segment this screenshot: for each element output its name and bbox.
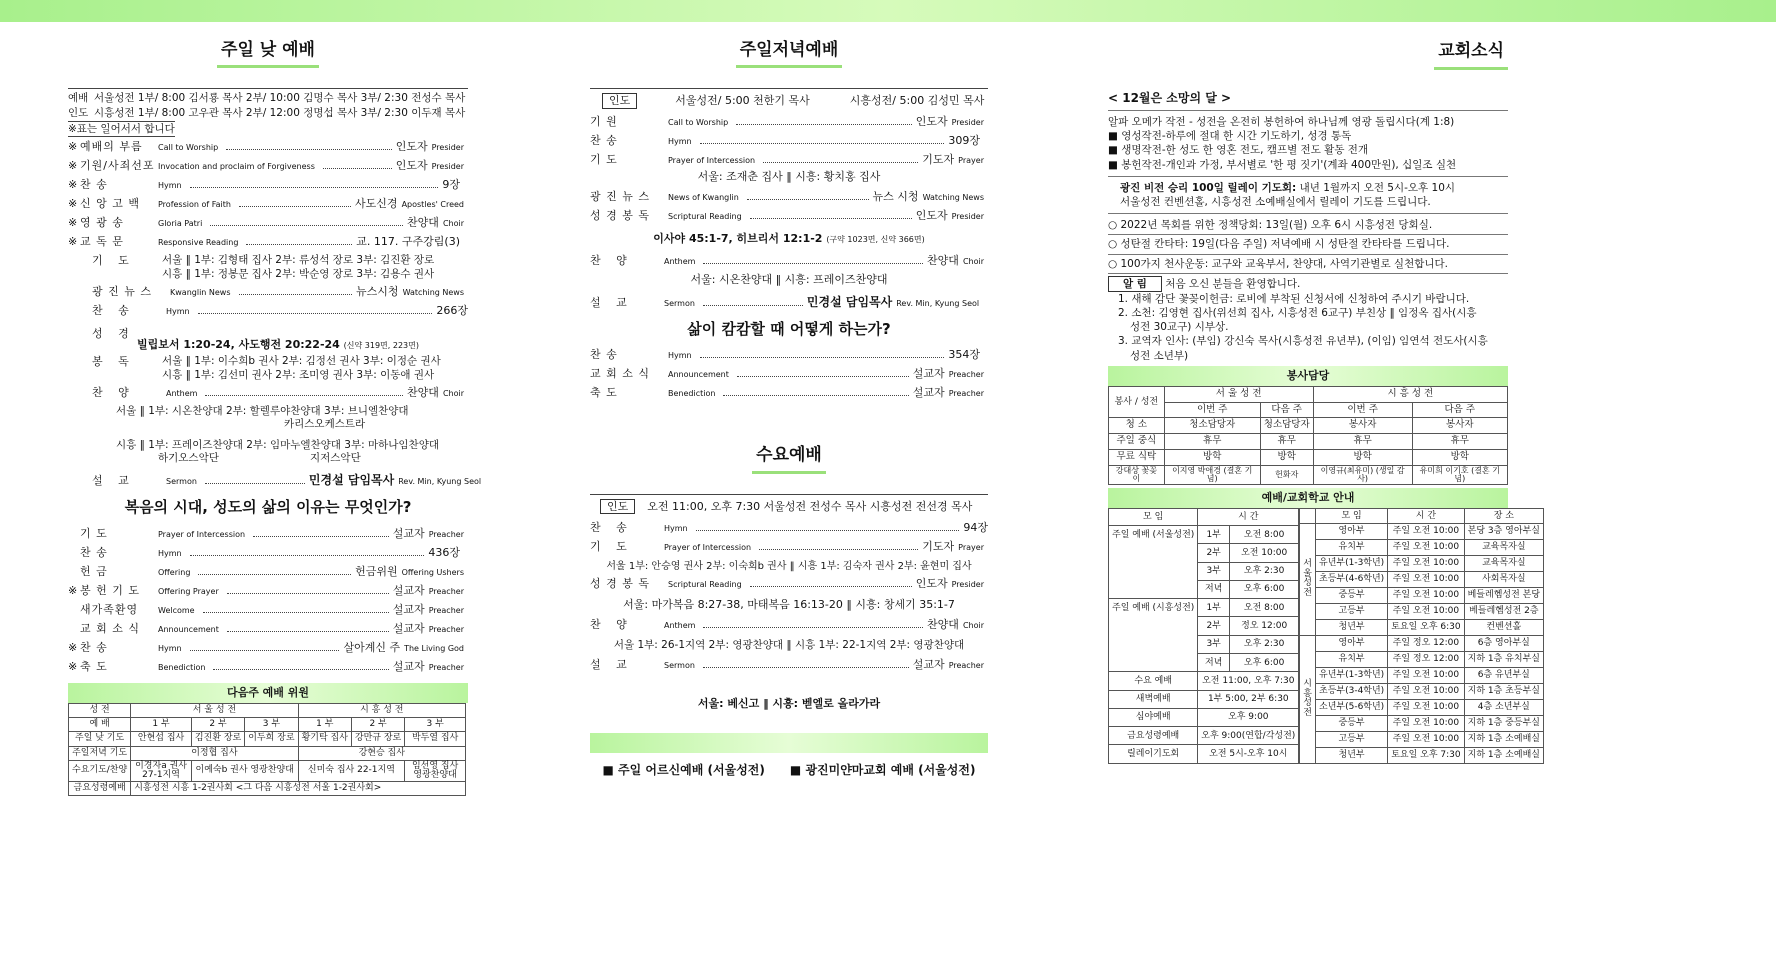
guide-row: 2부 오전 10:00 [1109,544,1299,562]
item-english: Offering Prayer [158,586,219,596]
item-english: Prayer of Intercession [158,529,246,539]
order-item [68,197,468,216]
item-value: 살아계신 주 [343,640,401,654]
item-english: Hymn [668,351,692,361]
sermon-row: 설 교 Sermon 민경설 담임목사 Rev. Min, Kyung Seol [590,294,980,309]
service-table: 봉사 / 성전 서 울 성 전 시 흥 성 전 이번 주 다음 주 이번 주 다음 주 청 소 청소담당자 청소담당자 봉사자 봉사자 주일 중식 휴무 휴무 휴무 휴무 무료 식탁 방학 방학 방학 방학 강대상 꽃꽂이 이지영 박애경 (결혼 기념) 헌화자 이영규(최유미) (생일 감사) 유미희 이기호 (결혼 기념) [1108,386,1508,485]
order-item [590,348,988,367]
item-value: 헌금위원 [355,564,398,578]
wed-anthem-names: 서울 1부: 26-1지역 2부: 영광찬양대 ‖ 시흥 1부: 22-1지역 2부: 영광찬양대 [613,638,965,651]
item-english: Hymn [158,643,182,653]
guide-row: 초등부(3-4학년) 주일 오전 10:00 지하 1층 초등부실 [1300,683,1544,699]
leader-dots [198,565,351,575]
anthem-row: 찬 양 Anthem 찬양대 Choir [590,253,984,267]
scripture-row: 성 경 봉 독 Scriptural Reading 인도자 Presider [590,209,984,222]
item-value: 354장 [948,348,980,362]
guide-row: 3부 오후 2:30 [1109,562,1299,580]
stand-mark: ※ [68,216,78,230]
notice-item: ○ 성탄절 칸타타: 19일(다음 주일) 저녁예배 시 성탄절 칸타타를 드립니다. [1108,238,1450,251]
item-english: Announcement [668,370,729,380]
order-item [590,367,988,386]
guide-row: 3부 오후 2:30 [1109,635,1299,653]
anthem-groups: 서울 ‖ 1부: 시온찬양대 2부: 할렐루야찬양대 3부: 브니엘찬양대 카리스오케스트라 시흥 ‖ 1부: 프레이즈찬양대 2부: 임마누엘찬양대 3부: 마하나임찬양대 하기오스악단 지저스악단 [116,404,439,465]
item-value-english: Preacher [428,624,464,634]
guide-row: 초등부(4-6학년) 주일 오전 10:00 사회목자실 [1300,571,1544,587]
item-value: 찬양대 [407,216,439,230]
hymn-row: 찬 송 Hymn 266장 [92,303,468,317]
item-label: 교 회 소 식 [590,367,650,381]
leader-dots [190,178,439,188]
item-value-english: Choir [442,219,464,229]
guide-row: 고등부 주일 오전 10:00 지하 1층 소예배실 [1300,731,1544,747]
item-label: 찬 송 [80,640,108,654]
item-english: Gloria Patri [158,219,203,229]
anthem-row: 찬 양 Anthem 찬양대 Choir [92,385,464,399]
leader-dots [227,622,389,632]
leader-dots [203,603,389,613]
guide-row: 청년부 토요일 오후 7:30 지하 1층 소예배실 [1300,747,1544,763]
guide-left-table: 모 임 시 간 주일 예배 (서울성전) 1부 오전 8:00 2부 오전 10:00 3부 오후 2:30 저녁 오후 6:00 주일 예배 (시흥성전) 1부 오전 8:00 2부 정오 12:00 3부 오후 2:30 저녁 오후 6:00 수요 예배 오전 11:00, 오후 7:30 새벽예배 1부 5:00, 2부 6:30 심야예배 오후 9:00 금요성령예배 오후 9:00(연합/각성전) 릴레이기도회 오전 5시-오후 10시 [1108,508,1299,764]
item-value-english: The Living God [404,643,464,653]
guide-row: 릴레이기도회 오전 5시-오후 10시 [1109,745,1299,763]
order-item [68,527,468,546]
item-english: Invocation and proclaim of Forgiveness [158,162,315,172]
leader-dots [763,153,918,163]
guide-row: 고등부 주일 오전 10:00 베들레헴성전 2층 [1300,603,1544,619]
leader-dots [190,641,340,651]
guide-row: 금요성령예배 오후 9:00(연합/각성전) [1109,727,1299,745]
item-english: Welcome [158,605,195,615]
item-label: 축 도 [80,659,108,673]
leader-dots [736,115,911,125]
order-item [68,159,468,178]
order-item [68,546,468,565]
item-value: 설교자 [392,602,425,616]
item-english: Announcement [158,624,219,634]
order-item [68,641,468,660]
church-news-column [1108,40,1541,764]
item-value: 설교자 [392,621,425,635]
order-item [68,660,468,679]
leader-dots [213,660,388,670]
campaign-bullet: ■ 봉헌작전-개인과 가정, 부서별로 '한 평 짓기'(계좌 400만원), 십일조 실천 [1108,158,1457,171]
news-row: 광 진 뉴 스 Kwanglin News 뉴스시청 Watching News [92,284,464,298]
guide-row: 심야예배 오후 9:00 [1109,708,1299,726]
wed-sermon-row: 설 교 Sermon 설교자 Preacher [590,657,984,671]
stand-mark: ※ [68,659,78,673]
sermon-row: 설 교 Sermon 민경설 담임목사 Rev. Min, Kyung Seol [92,473,482,488]
alert-row: 알 림 처음 오신 분들을 환영합니다. [1108,276,1508,292]
news-row: 광 진 뉴 스 News of Kwanglin 뉴스 시청 Watching News [590,190,984,203]
guide-row: 저녁 오후 6:00 [1109,580,1299,598]
item-value-english: Preacher [428,662,464,672]
intro: 알파 오메가 작전 - 성전을 온전히 봉헌하여 하나님께 영광 돌립시다(계 1:8) [1108,116,1455,129]
item-english: Profession of Faith [158,200,231,210]
item-english: Call to Worship [158,143,219,153]
guide-title: 예배/교회학교 안내 [1108,488,1508,508]
item-value: 인도자 [395,140,428,154]
guide-row: 청년부 토요일 오후 6:30 컨벤션홀 [1300,619,1544,635]
order-item [68,235,468,254]
worship-leaders: 예배 서울성전 1부/ 8:00 김서룡 목사 2부/ 10:00 김명수 목사 3부/ 2:30 전성수 목사 인도 시흥성전 1부/ 8:00 고우관 목사 2부/ 12:00 정명섭 목사 3부/ 2:30 이두재 목사 ※표는 일어서서 합니다 [68,88,468,137]
guide-row: 유치부 주일 정오 12:00 지하 1층 유치부실 [1300,651,1544,667]
sermon-title: 복음의 시대, 성도의 삶의 이유는 무엇인가? [124,498,412,517]
wed-scripture-text: 서울: 마가복음 8:27-38, 마태복음 16:13-20 ‖ 시흥: 창세기 35:1-7 [623,598,955,611]
item-value: 설교자 [912,386,945,400]
guide-row: 중등부 주일 오전 10:00 베들레헴성전 본당 [1300,587,1544,603]
item-value-english: Presider [431,162,464,172]
section-title: 주일저녁예배 [590,40,988,68]
stand-note: ※표는 일어서서 합니다 [68,121,175,137]
section-title: 교회소식 [1108,40,1508,70]
scripture-row: 성 경 [92,326,135,340]
item-value: 인도자 [915,115,948,129]
sermon-title: 삶이 캄캄할 때 어떻게 하는가? [687,319,891,338]
leader-dots [700,134,945,144]
item-label: 기 도 [590,153,618,167]
item-value-english: Preacher [428,529,464,539]
leader-dots [227,584,389,594]
item-value: 436장 [428,545,460,559]
evening-worship-column [590,40,988,778]
order-item [68,584,468,603]
item-label: 새가족환영 [80,602,139,616]
anthem-names: 서울: 시온찬양대 ‖ 시흥: 프레이즈찬양대 [690,272,888,286]
guide-tables [1108,508,1541,764]
leader-dots [323,159,392,169]
campaign-bullet: ■ 생명작전-한 성도 한 영혼 전도, 캠프별 전도 활동 전개 [1108,144,1369,157]
item-label: 찬 송 [590,134,618,148]
order-item [590,386,988,405]
stand-mark: ※ [68,197,78,211]
guide-row: 유년부(1-3학년) 주일 오전 10:00 교육목자실 [1300,555,1544,571]
guide-row: 유치부 주일 오전 10:00 교육목자실 [1300,539,1544,555]
scripture-text: 이사야 45:1-7, 히브리서 12:1-2 (구약 1023면, 신약 366면) [653,232,925,245]
leader-dots [737,367,909,377]
item-english: Hymn [158,181,182,191]
item-value-english: Preacher [428,586,464,596]
item-label: 기원/사죄선포 [80,159,155,173]
wed-anthem-row: 찬 양 Anthem 찬양대 Choir [590,617,984,631]
item-value-english: Offering Ushers [401,567,464,577]
leader-dots [226,140,391,150]
item-label: 헌 금 [80,564,108,578]
item-label: 찬 송 [80,545,108,559]
item-value-english: Preacher [428,605,464,615]
stand-mark: ※ [68,640,78,654]
item-value-english: Apostles' Creed [401,200,464,210]
item-english: Hymn [158,548,182,558]
order-item [68,603,468,622]
section-title: 주일 낮 예배 [68,40,468,68]
stand-mark: ※ [68,159,78,173]
item-value: 인도자 [395,159,428,173]
sunday-worship-column [68,40,482,796]
item-label: 신 앙 고 백 [80,197,140,211]
next-week-table: 성 전 서 울 성 전 시 흥 성 전 예 배 1 부 2 부 3 부 1 부 2 부 3 부 주일 낮 기도 안현섭 집사 김진환 장로 이두희 장로 황기탁 집사 강만규 장로 박두열 집사 주일저녁 기도 이정협 집사 강현승 집사 수요기도/찬양 이경자a 권사 27-1지역 이예숙b 권사 영광찬양대 신미숙 집사 22-1지역 임선영 집사 영광찬양대 금요성령예배 시흥성전 시흥 1-2권사회 <그 다음 시흥성전 서울 1-2권사회> [68,703,466,796]
stand-mark: ※ [68,583,78,597]
leader-dots [246,235,352,245]
stand-mark: ※ [68,178,78,192]
stand-mark: ※ [68,140,78,154]
item-english: Offering [158,567,191,577]
item-label: 봉 헌 기 도 [80,583,140,597]
order-item [590,115,988,134]
leader-dots [239,197,351,207]
order-item [68,565,468,584]
item-value-english: Presider [951,118,984,128]
guide-right-table: 모 임 시 간 장 소 서울성전 영아부 주일 오전 10:00 본당 3층 영아부실 유치부 주일 오전 10:00 교육목자실 유년부(1-3학년) 주일 오전 10:00 교육목자실 초등부(4-6학년) 주일 오전 10:00 사회목자실 중등부 주일 오전 10:00 베들레헴성전 본당 고등부 주일 오전 10:00 베들레헴성전 2층 청년부 토요일 오후 6:30 컨벤션홀 시흥성전 영아부 주일 정오 12:00 6층 영아부실 유치부 주일 정오 12:00 지하 1층 유치부실 유년부(1-3학년) 주일 오전 10:00 6층 유년부실 초등부(3-4학년) 주일 오전 10:00 지하 1층 초등부실 소년부(5-6학년) 주일 오전 10:00 4층 소년부실 중등부 주일 오전 10:00 지하 1층 중등부실 고등부 주일 오전 10:00 지하 1층 소예배실 청년부 토요일 오후 7:30 지하 1층 소예배실 [1299,508,1544,764]
order-item [68,216,468,235]
relay-prayer: 광진 비전 승리 100일 릴레이 기도회: 내년 1월까지 오전 5시-오후 10시 [1120,181,1456,194]
item-label: 기 도 [80,526,108,540]
announcement-list: 1. 새해 감단 꽃꽂이헌금: 로비에 부착된 신청서에 신청하여 주시기 바랍니다. 2. 소천: 김영현 집사(위선희 집사, 시흥성전 6교구) 부친상 ‖ 임정옥 집사(시흥 성전 30교구) 시부상. 3. 교역자 인사: (부임) 강신숙 목사(시흥성전 유년부), (이임) 임연석 전도사(시흥 성전 소년부) [1118,292,1488,362]
reading-row: 봉 독 서울 ‖ 1부: 이수희b 권사 2부: 김정선 권사 3부: 이정순 권사 시흥 ‖ 1부: 김선미 권사 2부: 조미영 권사 3부: 이동애 권사 [92,355,441,381]
notice-item: ○ 100가지 천사운동: 교구와 교육부서, 찬양대, 사역기관별로 실천합니다. [1108,257,1448,270]
item-value: 9장 [442,178,460,192]
notice-item: ○ 2022년 목회를 위한 정책당회: 13일(월) 오후 6시 시흥성전 당회실. [1108,219,1433,232]
leader-dots [210,216,403,226]
guide-row: 주일 예배 (서울성전) 1부 오전 8:00 [1109,526,1299,544]
next-week-title: 다음주 예배 위원 [68,683,468,703]
item-value-english: Preacher [948,389,984,399]
item-value: 교. 117. 구주강림(3) [356,235,460,249]
service-title: 봉사담당 [1108,366,1508,386]
item-english: Prayer of Intercession [668,156,756,166]
item-value: 기도자 [922,153,955,167]
leader-dots [723,386,908,396]
guide-row: 서울성전 영아부 주일 오전 10:00 본당 3층 영아부실 [1300,523,1544,539]
wed-scripture-row: 성 경 봉 독 Scriptural Reading 인도자 Presider [590,577,984,590]
special-services: ■ 주일 어르신예배 (서울성전) ■ 광진미얀마교회 예배 (서울성전) [602,762,976,777]
order-item [68,178,468,197]
item-value: 설교자 [392,659,425,673]
guide-row: 저녁 오후 6:00 [1109,654,1299,672]
guide-row: 새벽예배 1부 5:00, 2부 6:30 [1109,690,1299,708]
relay-prayer-detail: 서울성전 컨벤션홀, 시흥성전 소예배실에서 릴레이 기도를 드립니다. [1120,195,1431,208]
lead-row: 인도 서울성전/ 5:00 천한기 목사 시흥성전/ 5:00 김성민 목사 [590,88,988,115]
leader-dots [253,527,389,537]
prayer-names: 서울: 조재춘 집사 ‖ 시흥: 황치홍 집사 [697,170,881,184]
service-row: 주일 중식 휴무 휴무 휴무 휴무 [1109,434,1508,450]
item-value: 설교자 [912,367,945,381]
guide-row: 시흥성전 영아부 주일 정오 12:00 6층 영아부실 [1300,635,1544,651]
item-value: 309장 [948,134,980,148]
item-english: Benediction [158,662,206,672]
guide-row: 주일 예배 (시흥성전) 1부 오전 8:00 [1109,599,1299,617]
leader-dots [700,348,945,358]
item-label: 찬 송 [80,178,108,192]
leader-dots [190,546,425,556]
order-item [68,140,468,159]
item-label: 교 독 문 [80,235,124,249]
item-value-english: Presider [431,143,464,153]
item-value: 사도신경 [355,197,398,211]
item-value: 설교자 [392,526,425,540]
service-row: 강대상 꽃꽂이 이지영 박애경 (결혼 기념) 헌화자 이영규(최유미) (생일 감사) 유미희 이기호 (결혼 기념) [1109,465,1508,484]
top-green-banner [0,0,1776,22]
monthly-theme: < 12월은 소망의 달 > [1108,90,1232,105]
item-label: 예배의 부름 [80,140,143,154]
guide-row: 소년부(5-6학년) 주일 오전 10:00 4층 소년부실 [1300,699,1544,715]
wed-prayer-row: 기 도 Prayer of Intercession 기도자 Prayer [590,539,984,553]
item-value-english: Preacher [948,370,984,380]
mid-green-band [590,733,988,753]
item-label: 영 광 송 [80,216,124,230]
wednesday-title: 수요예배 [590,445,988,473]
service-row: 무료 식탁 방학 방학 방학 방학 [1109,449,1508,465]
guide-row: 2부 정오 12:00 [1109,617,1299,635]
campaign-bullet: ■ 영성작전-하루에 절대 한 시간 기도하기, 성경 통독 [1108,130,1352,143]
item-value-english: Prayer [958,156,984,166]
item-label: 찬 송 [590,348,618,362]
item-label: 교 회 소 식 [80,621,140,635]
item-english: Responsive Reading [158,238,239,248]
wed-prayer-names: 서울 1부: 안승영 권사 2부: 이숙희b 권사 ‖ 시흥 1부: 김숙자 권사 2부: 윤현미 집사 [606,560,972,572]
item-value: 설교자 [392,583,425,597]
wed-sermon-title: 서울: 베신고 ‖ 시흥: 벧엘로 올라가라 [697,696,881,710]
wed-lead-row: 인도 오전 11:00, 오후 7:30 서울성전 전성수 목사 시흥성전 전선경 목사 [590,494,988,521]
guide-row: 유년부(1-3학년) 주일 오전 10:00 6층 유년부실 [1300,667,1544,683]
guide-row: 수요 예배 오전 11:00, 오후 7:30 [1109,672,1299,690]
item-label: 기 원 [590,115,618,129]
scripture-text: 빌립보서 1:20-24, 사도행전 20:22-24 (신약 319면, 223면) [137,337,419,351]
order-item [68,622,468,641]
service-row: 청 소 청소담당자 청소담당자 봉사자 봉사자 [1109,418,1508,434]
guide-row: 중등부 주일 오전 10:00 지하 1층 중등부실 [1300,715,1544,731]
item-label: 축 도 [590,386,618,400]
item-english: Benediction [668,389,716,399]
item-english: Hymn [668,137,692,147]
stand-mark: ※ [68,235,78,249]
prayer-row: 기 도 서울 ‖ 1부: 김형태 집사 2부: 류성석 장로 3부: 김진환 장로 시흥 ‖ 1부: 정봉문 집사 2부: 박순영 장로 3부: 김용수 권사 [92,254,435,280]
item-english: Call to Worship [668,118,729,128]
wed-hymn-row: 찬 송 Hymn 94장 [590,520,988,534]
order-item [590,134,988,153]
